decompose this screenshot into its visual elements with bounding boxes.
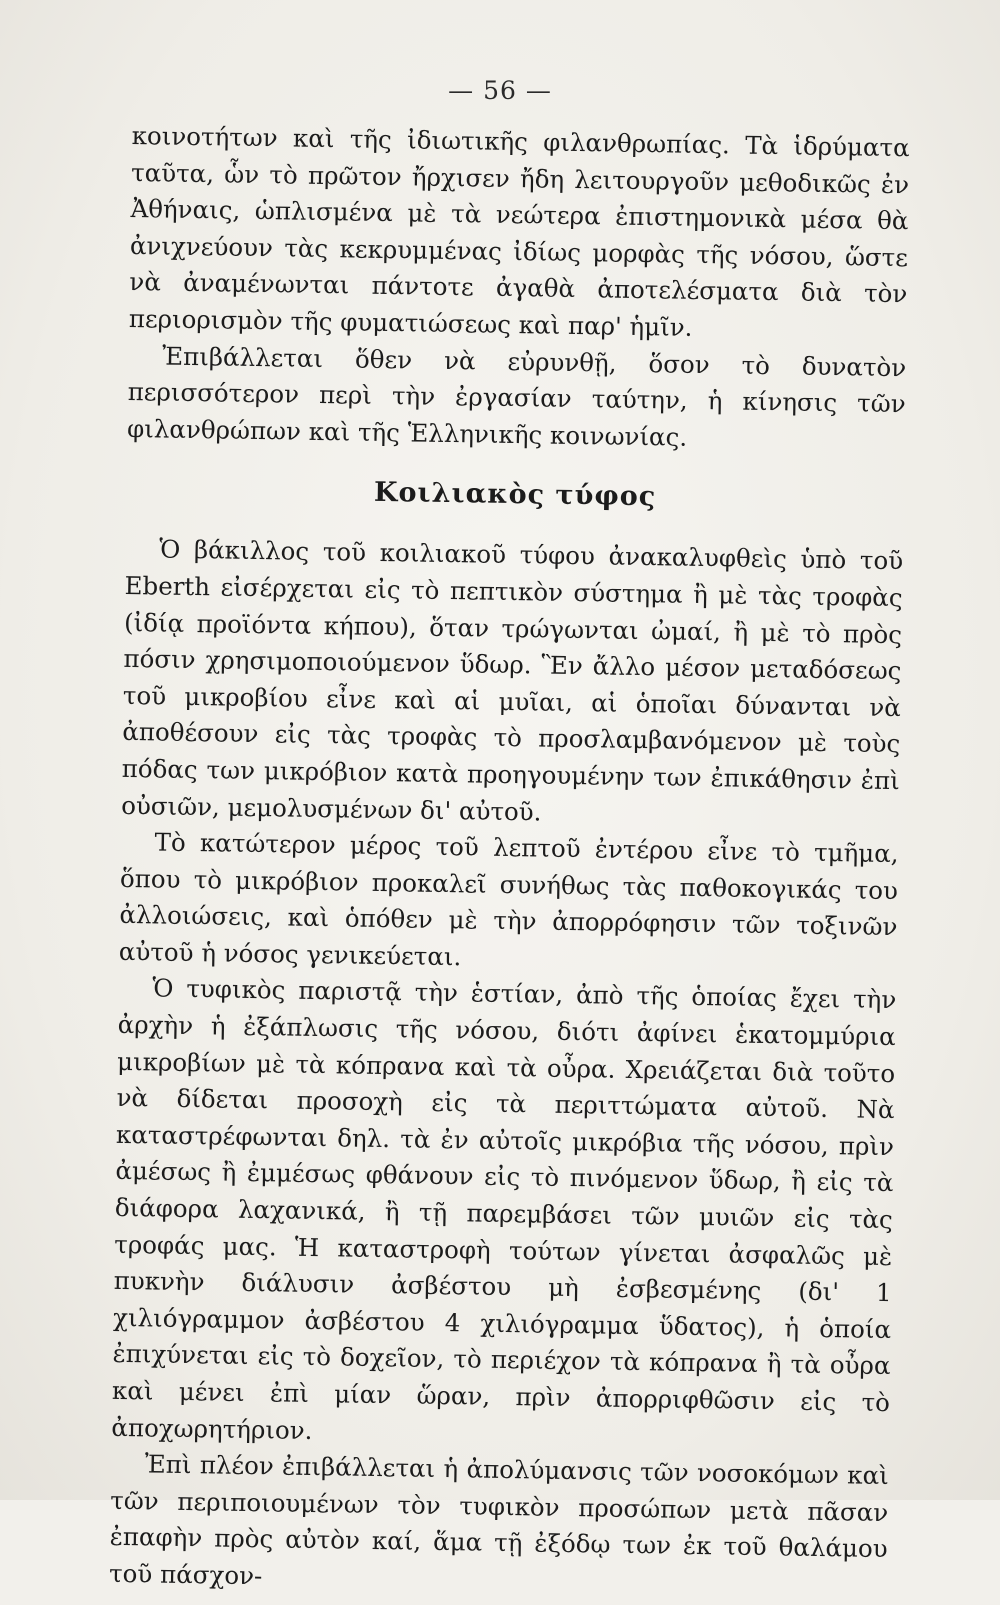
page-body: [109, 118, 910, 1605]
section-heading: Κοιλιακὸς τύφος: [373, 477, 657, 513]
paragraph-3: Ὁ βάκιλλος τοῦ κοιλιακοῦ τύφου ἀνακαλυφθεὶς ὑπὸ τοῦ Eberth εἰσέρχεται εἰς τὸ πεπτικὸν σύστημα ἢ μὲ τὰς τροφὰς (ἰδίᾳ προϊόντα κήπου), ὅταν τρώγωνται ὠμαί, ἢ μὲ τὸ πρὸς πόσιν χρησιμοποιούμενον ὕδωρ. Ἓν ἄλλο μέσον μεταδόσεως τοῦ μικροβίου εἶνε καὶ αἱ μυῖαι, αἱ ὁποῖαι δύνανται νὰ ἀποθέσουν εἰς τὰς τροφὰς τὸ προσλαμβανόμενον μὲ τοὺς πόδας των μικρόβιον κατὰ προηγουμένην των ἐπικάθησιν ἐπὶ οὐσιῶν, μεμολυσμένων δι' αὐτοῦ.: [120, 534, 904, 827]
paragraph-4: Τὸ κατώτερον μέρος τοῦ λεπτοῦ ἐντέρου εἶνε τὸ τμῆμα, ὅπου τὸ μικρόβιον προκαλεῖ συνήθως τὰς παθοκογικάς του ἀλλοιώσεις, καὶ ὁπόθεν μὲ τὴν ἀπορρόφησιν τῶν τοξινῶν αὐτοῦ ἡ νόσος γενικεύεται.: [118, 827, 899, 972]
paragraph-2: Ἐπιβάλλεται ὅθεν νὰ εὐρυνθῇ, ὅσον τὸ δυνατὸν περισσότερον περὶ τὴν ἐργασίαν ταύτην, ἡ κίνησις τῶν φιλανθρώπων καὶ τῆς Ἑλληνικῆς κοινωνίας.: [126, 341, 907, 452]
paragraph-1: κοινοτήτων καὶ τῆς ἰδιωτικῆς φιλανθρωπίας. Τὰ ἱδρύματα ταῦτα, ὧν τὸ πρῶτον ἤρχισεν ἤδη λειτουργοῦν μεθοδικῶς ἐν Ἀθήναις, ὡπλισμένα μὲ τὰ νεώτερα ἐπιστημονικὰ μέσα θὰ ἀνιχνεύουν τὰς κεκρυμμένας ἰδίως μορφὰς τῆς νόσου, ὥστε νὰ ἀναμένωνται πάντοτε ἀγαθὰ ἀποτελέσματα διὰ τὸν περιορισμὸν τῆς φυματιώσεως καὶ παρ' ἡμῖν.: [128, 120, 910, 342]
paragraph-6: Ἐπὶ πλέον ἐπιβάλλεται ἡ ἀπολύμανσις τῶν νοσοκόμων καὶ τῶν περιποιουμένων τὸν τυφικὸν προσώπων μετὰ πᾶσαν ἐπαφὴν πρὸς αὐτὸν καί, ἅμα τῇ ἐξόδῳ των ἐκ τοῦ θαλάμου τοῦ πάσχον-: [108, 1449, 889, 1591]
page-number: — 56 —: [448, 76, 552, 105]
paragraph-5: Ὁ τυφικὸς παριστᾷ τὴν ἑστίαν, ἀπὸ τῆς ὁποίας ἔχει τὴν ἀρχὴν ἡ ἐξάπλωσις τῆς νόσου, διότι ἀφίνει ἑκατομμύρια μικροβίων μὲ τὰ κόπρανα καὶ τὰ οὖρα. Χρειάζεται διὰ τοῦτο νὰ δίδεται προσοχὴ εἰς τὰ περιττώματα αὐτοῦ. Νὰ καταστρέφωνται δηλ. τὰ ἐν αὐτοῖς μικρόβια τῆς νόσου, πρὶν ἀμέσως ἢ ἐμμέσως φθάνουν εἰς τὸ πινόμενον ὕδωρ, ἢ εἰς τὰ διάφορα λαχανικά, ἢ τῇ παρεμβάσει τῶν μυιῶν εἰς τὰς τροφάς μας. Ἡ καταστροφὴ τούτων γίνεται ἀσφαλῶς μὲ πυκνὴν διάλυσιν ἀσβέστου μὴ ἐσβεσμένης (δι' 1 χιλιόγραμμον ἀσβέστου 4 χιλιόγραμμα ὕδατος), ἡ ὁποία ἐπιχύνεται εἰς τὸ δοχεῖον, τὸ περιέχον τὰ κόπρανα ἢ τὰ οὖρα καὶ μένει ἐπὶ μίαν ὥραν, πρὶν ἀπορριφθῶσιν εἰς τὸ ἀποχωρητήριον.: [111, 973, 897, 1445]
